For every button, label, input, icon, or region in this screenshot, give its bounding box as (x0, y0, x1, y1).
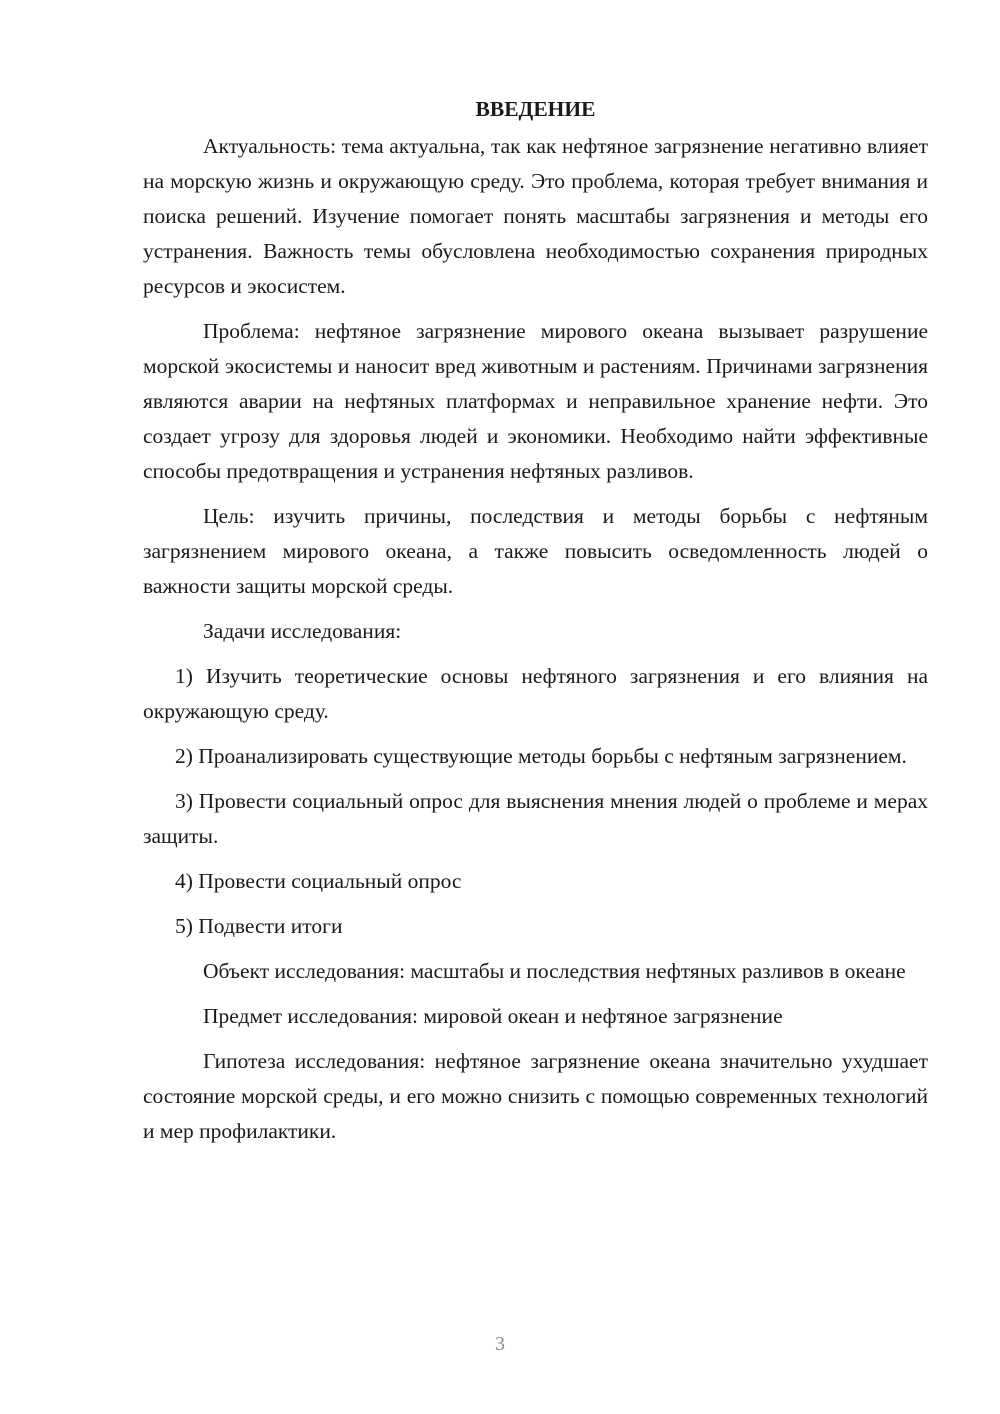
section-title: ВВЕДЕНИЕ (475, 97, 596, 121)
paragraph-problem: Проблема: нефтяное загрязнение мирового океана вызывает разрушение морской экосистемы и наносит вред животным и растениям. Причинами загрязнения являются аварии на нефтяных платформах и неправильное хранение нефти. Это создает угрозу для здоровья людей и экономики. Необходимо найти эффективные способы предотвращения и устранения нефтяных разливов. (143, 319, 928, 483)
paragraph-relevance: Актуальность: тема актуальна, так как нефтяное загрязнение негативно влияет на морскую жизнь и окружающую среду. Это проблема, которая требует внимания и поиска решений. Изучение помогает понять масштабы загрязнения и методы его устранения. Важность темы обусловлена необходимостью сохранения природных ресурсов и экосистем. (143, 134, 928, 298)
task-item-5: 5) Подвести итоги (175, 914, 343, 938)
paragraph-hypothesis: Гипотеза исследования: нефтяное загрязнение океана значительно ухудшает состояние морской среды, и его можно снизить с помощью современных технологий и мер профилактики. (143, 1049, 928, 1143)
paragraph-goal: Цель: изучить причины, последствия и методы борьбы с нефтяным загрязнением мирового океана, а также повысить осведомленность людей о важности защиты морской среды. (143, 504, 928, 598)
paragraph-subject: Предмет исследования: мировой океан и нефтяное загрязнение (203, 1004, 783, 1028)
task-item-1: 1) Изучить теоретические основы нефтяного загрязнения и его влияния на окружающую среду. (143, 664, 928, 723)
task-item-3: 3) Провести социальный опрос для выяснения мнения людей о проблеме и мерах защиты. (143, 789, 928, 848)
paragraph-object: Объект исследования: масштабы и последствия нефтяных разливов в океане (203, 959, 906, 983)
task-item-4: 4) Провести социальный опрос (175, 869, 462, 893)
page-body (143, 92, 928, 1159)
paragraph-tasks-heading: Задачи исследования: (203, 619, 402, 643)
task-item-2: 2) Проанализировать существующие методы борьбы с нефтяным загрязнением. (175, 744, 907, 768)
page-number: 3 (495, 1333, 505, 1355)
